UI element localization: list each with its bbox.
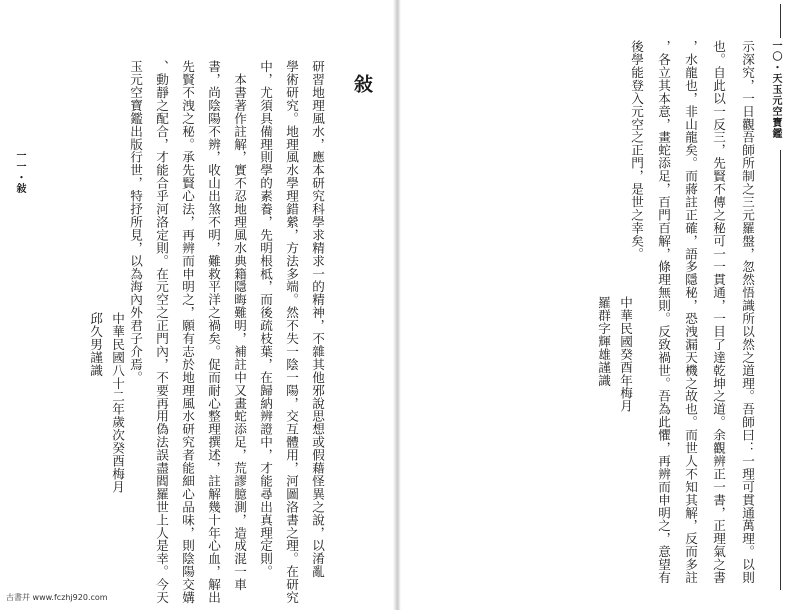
book-spine xyxy=(393,0,401,610)
text-line: ，各立其本意，畫蛇添足，百門百解，條理無則。反致禍世。吾為此懼，再辨而申明之，意望有 xyxy=(656,40,671,584)
text-line: 也。自此以一反三，先賢不傳之秘可一一貫通，一目了達乾坤之道。余觀辨正一書，正理氣之書 xyxy=(711,40,726,584)
section-heading: 敍 xyxy=(351,74,373,93)
text-line: 書，尚陰陽不辨，收山出煞不明，難救平洋之禍矣。促而耐心整理撰述，註解幾十年心血，解出 xyxy=(206,60,221,604)
text-line: ，水龍也，非山龍矣。而蔣註正確，語多隱秘，恐洩漏天機之故也。而世人不知其解，反而多註 xyxy=(683,40,698,584)
running-head-rule xyxy=(780,150,781,590)
running-head-rule xyxy=(780,4,781,38)
text-line: 後學能登入元空之正門，是世之幸矣。 xyxy=(629,40,644,261)
footer-watermark: 古書幷 www.fczhj920.com xyxy=(6,593,108,602)
text-line: 玉元空寶鑑出版行世，特抒所見，以為海內外君子介焉。 xyxy=(128,60,143,384)
text-line: 中，尤須具備理則學的素養，先明根柢，而後疏枝葉，在歸納辨證中，才能尋出真理定則。 xyxy=(258,60,273,578)
text-line: 學術研究。地理風水學理錯縈，方法多端。然不失一陰一陽，交互體用，河圖洛書之理。在研究 xyxy=(284,60,299,604)
signature: 邱久男謹識 xyxy=(88,312,103,377)
date-line: 中華民國八十二年歲次癸酉梅月 xyxy=(110,312,125,494)
text-line: 示深究，一日觀吾師所制之三元羅盤，忽然悟識所以然之道理。吾師曰：一理可貫通萬理。以則 xyxy=(740,40,755,584)
text-line: 研習地理風水，應本研究科學求精求一的精神，不雜其他邪說思想或假藉怪異之說，以淆亂 xyxy=(310,60,325,578)
text-line: 本書著作註解，實不忍地理風水典籍隱晦難明，補註中又畫蛇添足，荒謬臆測，造成混一車 xyxy=(232,60,247,591)
running-head-right: 一〇・天玉元空寶鑑 xyxy=(770,40,781,139)
text-line: 、動靜之配合，才能合乎河洛定則。在元空之正門內，不要再用偽法誤盡閻羅世上人是幸。今天 xyxy=(154,60,169,604)
date-line: 中華民國癸酉年梅月 xyxy=(618,296,633,413)
running-head-left: 一一・敍 xyxy=(14,150,25,194)
signature: 羅群字輝雄謹識 xyxy=(596,296,611,387)
text-line: 先賢不洩之秘。承先賢心法，再辨而申明之，願有志於地理風水研究者能細心品味，則陰陽交媾 xyxy=(180,60,195,604)
